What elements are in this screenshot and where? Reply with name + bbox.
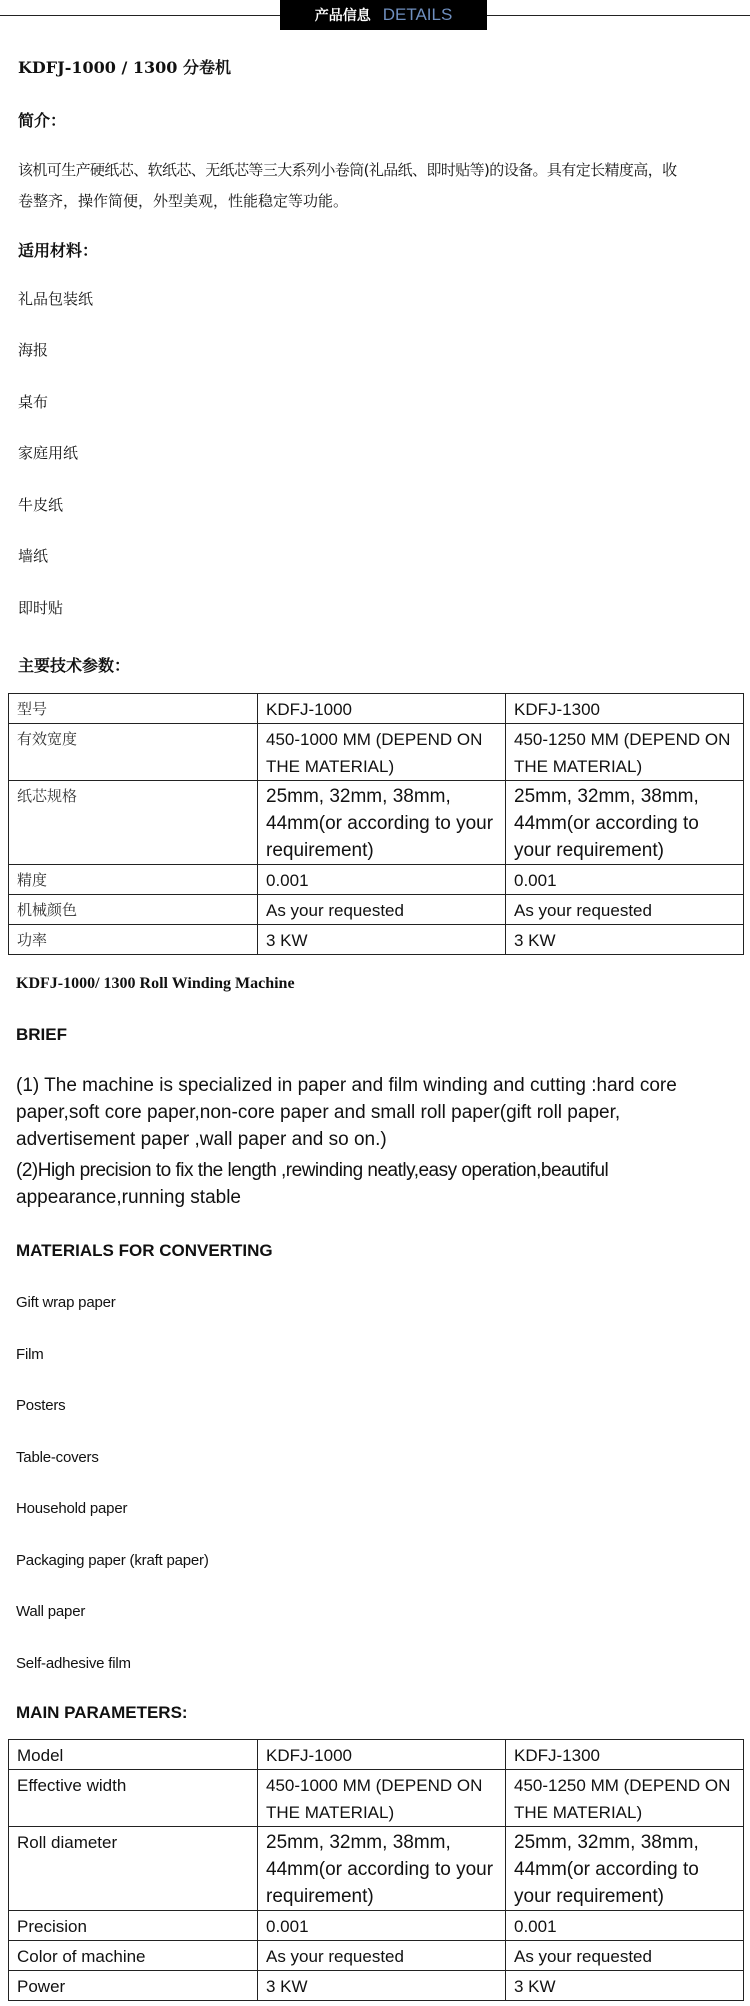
- param-value: 450-1000 MM (DEPEND ON THE MATERIAL): [258, 724, 506, 781]
- cn-material-item: 海报: [18, 341, 49, 359]
- param-value: 25mm, 32mm, 38mm, 44mm(or according to your requirement): [258, 1827, 506, 1911]
- param-value: As your requested: [506, 895, 744, 925]
- param-label: 机械颜色: [9, 895, 258, 925]
- table-row: [9, 724, 744, 781]
- en-material-item: Wall paper: [16, 1603, 86, 1620]
- table-row: [9, 925, 744, 955]
- cn-material-item: 桌布: [18, 393, 49, 411]
- param-value: 25mm, 32mm, 38mm, 44mm(or according to your requirement): [258, 781, 506, 865]
- param-label: 功率: [9, 925, 258, 955]
- header-rule-right: [487, 15, 750, 16]
- en-material-item: Posters: [16, 1397, 66, 1414]
- en-material-item: Household paper: [16, 1500, 128, 1517]
- table-row: [9, 895, 744, 925]
- param-value: 0.001: [506, 1911, 744, 1941]
- cn-intro-text: [18, 155, 748, 217]
- param-value: KDFJ-1000: [258, 1740, 506, 1770]
- en-brief-heading: BRIEF: [16, 1025, 67, 1044]
- param-value: As your requested: [258, 1941, 506, 1971]
- table-row: [9, 1941, 744, 1971]
- header-rule-left: [0, 15, 280, 16]
- param-value: KDFJ-1300: [506, 694, 744, 724]
- param-label: 型号: [9, 694, 258, 724]
- cn-material-item: 墙纸: [18, 547, 49, 565]
- param-label: Model: [9, 1740, 258, 1770]
- en-brief-line: paper,soft core paper,non-core paper and small roll paper(gift roll paper,: [16, 1102, 621, 1123]
- param-label: Color of machine: [9, 1941, 258, 1971]
- header-label-en: DETAILS: [382, 5, 453, 24]
- en-brief-line: (1) The machine is specialized in paper and film winding and cutting :hard core: [16, 1075, 677, 1096]
- table-row: [9, 694, 744, 724]
- param-value: 450-1250 MM (DEPEND ON THE MATERIAL): [506, 724, 744, 781]
- param-value: 450-1250 MM (DEPEND ON THE MATERIAL): [506, 1770, 744, 1827]
- cn-materials-heading: 适用材料：: [18, 241, 99, 260]
- param-value: 0.001: [506, 865, 744, 895]
- en-material-item: Table-covers: [16, 1449, 99, 1466]
- param-value: 3 KW: [506, 925, 744, 955]
- table-row: [9, 1740, 744, 1770]
- en-brief-line: advertisement paper ,wall paper and so on.): [16, 1129, 387, 1150]
- cn-intro-line: 该机可生产硬纸芯、软纸芯、无纸芯等三大系列小卷筒(礼品纸、即时贴等)的设备。具有定长精度高，收: [18, 161, 677, 179]
- cn-material-item: 牛皮纸: [18, 496, 64, 514]
- param-value: As your requested: [506, 1941, 744, 1971]
- en-params-heading: MAIN PARAMETERS:: [16, 1703, 188, 1722]
- table-row: [9, 1770, 744, 1827]
- param-value: 3 KW: [506, 1971, 744, 2001]
- table-row: [9, 1971, 744, 2001]
- en-materials-heading: MATERIALS FOR CONVERTING: [16, 1241, 273, 1260]
- cn-material-item: 即时贴: [18, 599, 64, 617]
- param-value: 25mm, 32mm, 38mm, 44mm(or according to your requirement): [506, 781, 744, 865]
- en-material-item: Gift wrap paper: [16, 1294, 116, 1311]
- en-material-item: Film: [16, 1346, 44, 1363]
- cn-params-table: [8, 693, 744, 955]
- param-label: 精度: [9, 865, 258, 895]
- table-row: [9, 781, 744, 865]
- cn-intro-heading: 简介：: [18, 111, 67, 130]
- param-value: 0.001: [258, 1911, 506, 1941]
- en-product-title: KDFJ-1000/ 1300 Roll Winding Machine: [16, 975, 295, 992]
- cn-intro-line: 卷整齐，操作简便，外型美观，性能稳定等功能。: [18, 192, 349, 210]
- cn-product-title: KDFJ-1000 / 1300 分卷机: [18, 58, 231, 77]
- table-row: [9, 1911, 744, 1941]
- cn-material-item: 礼品包装纸: [18, 290, 94, 308]
- param-label: Power: [9, 1971, 258, 2001]
- param-value: As your requested: [258, 895, 506, 925]
- param-value: 3 KW: [258, 1971, 506, 2001]
- param-value: KDFJ-1000: [258, 694, 506, 724]
- param-label: 有效宽度: [9, 724, 258, 781]
- param-value: KDFJ-1300: [506, 1740, 744, 1770]
- param-value: 25mm, 32mm, 38mm, 44mm(or according to your requirement): [506, 1827, 744, 1911]
- table-row: [9, 865, 744, 895]
- en-brief-line: (2)High precision to fix the length ,rewinding neatly,easy operation,beautiful: [16, 1160, 609, 1181]
- en-brief-line: appearance,running stable: [16, 1187, 242, 1208]
- param-label: Precision: [9, 1911, 258, 1941]
- param-value: 0.001: [258, 865, 506, 895]
- en-material-item: Self-adhesive film: [16, 1655, 131, 1672]
- param-value: 450-1000 MM (DEPEND ON THE MATERIAL): [258, 1770, 506, 1827]
- en-params-table: [8, 1739, 744, 2001]
- param-label: Effective width: [9, 1770, 258, 1827]
- param-label: 纸芯规格: [9, 781, 258, 865]
- en-brief-text: [16, 1072, 746, 1211]
- cn-material-item: 家庭用纸: [18, 444, 79, 462]
- param-value: 3 KW: [258, 925, 506, 955]
- en-material-item: Packaging paper (kraft paper): [16, 1552, 209, 1569]
- table-row: [9, 1827, 744, 1911]
- details-header: [280, 0, 487, 30]
- param-label: Roll diameter: [9, 1827, 258, 1911]
- cn-params-heading: 主要技术参数：: [18, 656, 131, 675]
- header-label-cn: 产品信息: [314, 8, 371, 24]
